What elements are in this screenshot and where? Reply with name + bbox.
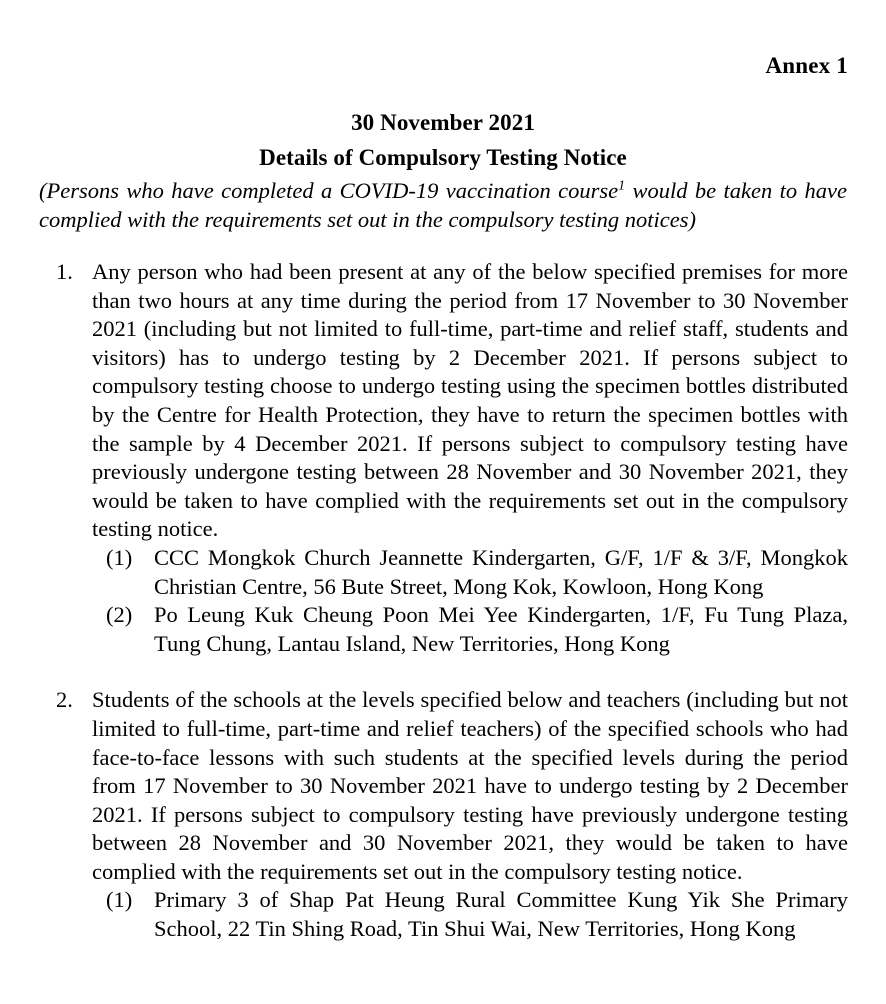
annex-label: Annex 1: [765, 53, 848, 78]
sub-item-number: (1): [106, 887, 133, 913]
document-title-heading: Details of Compulsory Testing Notice: [259, 145, 627, 170]
document-heading-block: [38, 108, 848, 172]
sub-item-list: [92, 544, 848, 658]
item-body-text: Any person who had been present at any of the below specified premises for more than two hours at any time during the period from 17 November to 30 November 2021 (including but not limited to full-time, part-time and relief staff, students and visitors) has to undergo testing by 2 December 2021. If persons subject to compulsory testing choose to undergo testing using the specimen bottles distributed by the Centre for Health Protection, they have to return the specimen bottles with the sample by 4 December 2021. If persons subject to compulsory testing have previously undergone testing between 28 November and 30 November 2021, they would be taken to have complied with the requirements set out in the compulsory testing notice.: [92, 259, 848, 542]
numbered-item-list: [38, 258, 848, 944]
vaccination-note-suffix: would be taken to have complied with the requirements set out in the compulsory testing notices): [39, 178, 847, 232]
sub-item: [106, 544, 848, 601]
numbered-item: [38, 258, 848, 658]
document-date-heading: 30 November 2021: [351, 110, 535, 135]
numbered-item: [38, 686, 848, 943]
sub-item-text: CCC Mongkok Church Jeannette Kindergarten, G/F, 1/F & 3/F, Mongkok Christian Centre, 56 Bute Street, Mong Kok, Kowloon, Hong Kong: [154, 544, 848, 599]
footnote-marker: 1: [618, 178, 626, 194]
item-number: 1.: [56, 259, 73, 284]
sub-item: [106, 601, 848, 658]
sub-item-list: [92, 886, 848, 943]
item-number: 2.: [56, 687, 73, 713]
vaccination-note-prefix: (Persons who have completed a COVID-19 vaccination course: [39, 178, 619, 203]
sub-item: [106, 886, 848, 943]
sub-item-number: (2): [106, 602, 133, 628]
sub-item-number: (1): [106, 544, 133, 570]
item-body-text: Students of the schools at the levels specified below and teachers (including but not limited to full-time, part-time and relief teachers) of the specified schools who had face-to-face lessons with such students at the specified levels during the period from 17 November to 30 November 2021 have to undergo testing by 2 December 2021. If persons subject to compulsory testing have previously undergone testing between 28 November and 30 November 2021, they would be taken to have complied with the requirements set out in the compulsory testing notice.: [92, 687, 848, 884]
sub-item-text: Po Leung Kuk Cheung Poon Mei Yee Kindergarten, 1/F, Fu Tung Plaza, Tung Chung, Lantau Island, New Territories, Hong Kong: [154, 602, 848, 656]
sub-item-text: Primary 3 of Shap Pat Heung Rural Committee Kung Yik She Primary School, 22 Tin Shing Road, Tin Shui Wai, New Territories, Hong Kong: [154, 887, 848, 942]
vaccination-note: [38, 176, 848, 234]
